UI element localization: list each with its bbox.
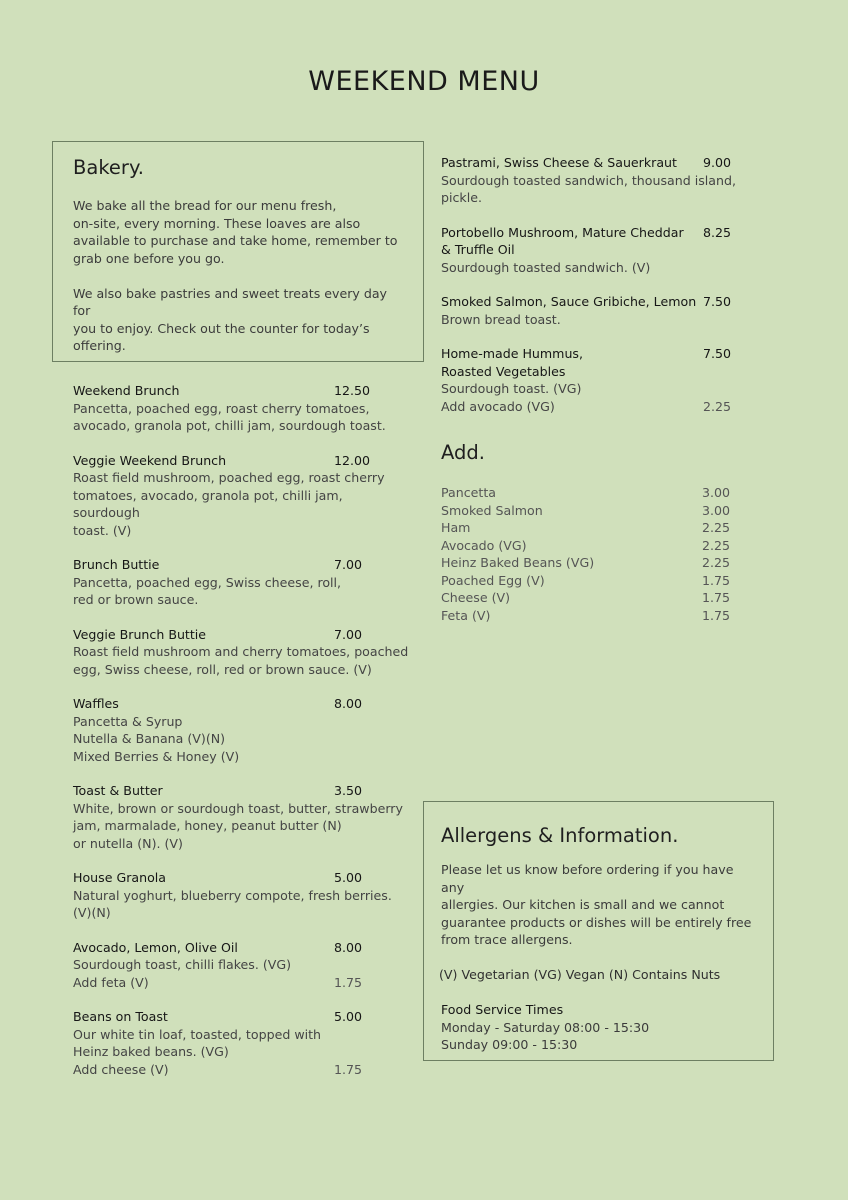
item-desc-line: tomatoes, avocado, granola pot, chilli jam, sourdough: [73, 487, 343, 520]
text-line: grab one before you go.: [73, 250, 225, 266]
menu-item: [73, 869, 413, 922]
text-line: guarantee products or dishes will be entirely free: [441, 914, 752, 930]
item-desc-line: red or brown sauce.: [73, 592, 199, 607]
item-price: 8.00: [334, 939, 363, 955]
add-label: Avocado (VG): [441, 537, 527, 553]
list-item: [441, 537, 731, 555]
service-times: [441, 1019, 756, 1054]
menu-item: [73, 626, 413, 679]
item-price: 7.00: [334, 626, 363, 642]
list-item: [441, 607, 731, 625]
menu-item: [441, 293, 741, 328]
allergens-box: [423, 801, 774, 1061]
item-desc-line: toast. (V): [73, 522, 132, 538]
item-name: Beans on Toast: [73, 1009, 168, 1024]
text-line: We also bake pastries and sweet treats every day for: [73, 285, 388, 318]
list-item: [441, 589, 731, 607]
item-price: 12.50: [334, 383, 371, 398]
item-desc-line: White, brown or sourdough toast, butter, strawberry: [73, 800, 403, 816]
item-desc-line: avocado, granola pot, chilli jam, sourdough toast.: [73, 418, 386, 433]
text-line: available to purchase and take home, remember to: [73, 233, 398, 248]
item-extra-price: 2.25: [703, 398, 732, 414]
item-name: Toast & Butter: [73, 783, 163, 798]
menu-item: [73, 452, 413, 540]
item-extra-label: Add avocado (VG): [441, 398, 555, 414]
item-price: 12.00: [334, 452, 371, 468]
allergens-paragraph: [441, 861, 756, 949]
item-name: Waffles: [73, 696, 119, 711]
add-label: Pancetta: [441, 485, 496, 500]
item-price: 8.25: [703, 224, 732, 240]
menu-item: [73, 556, 413, 609]
item-extra-price: 1.75: [334, 974, 363, 990]
add-title: Add.: [441, 441, 485, 464]
item-desc-line: Brown bread toast.: [441, 311, 561, 327]
item-extra: [73, 1061, 413, 1079]
add-label: Poached Egg (V): [441, 572, 545, 588]
item-name: Brunch Buttie: [73, 557, 160, 572]
item-desc-line: Sourdough toasted sandwich, thousand island,: [441, 172, 736, 188]
text-line: Sunday 09:00 - 15:30: [441, 1037, 578, 1052]
item-desc-line: (V)(N): [73, 905, 111, 920]
add-label: Heinz Baked Beans (VG): [441, 555, 595, 570]
add-label: Smoked Salmon: [441, 502, 543, 518]
item-desc-line: Sourdough toast, chilli flakes. (VG): [73, 957, 292, 972]
list-item: [441, 554, 731, 572]
bakery-paragraph-1: [73, 197, 403, 267]
item-desc-line: egg, Swiss cheese, roll, red or brown sauce. (V): [73, 661, 372, 677]
item-desc-line: Pancetta, poached egg, Swiss cheese, roll,: [73, 574, 342, 590]
add-price: 2.25: [702, 520, 731, 535]
add-price: 2.25: [702, 537, 731, 553]
menu-item: [441, 154, 741, 207]
item-name: & Truffle Oil: [441, 242, 515, 257]
page-title: WEEKEND MENU: [308, 66, 540, 97]
item-desc-line: Nutella & Banana (V)(N): [73, 731, 226, 746]
item-desc-line: pickle.: [441, 190, 482, 205]
list-item: [441, 572, 731, 590]
text-line: We bake all the bread for our menu fresh,: [73, 198, 337, 213]
text-line: from trace allergens.: [441, 932, 573, 947]
add-price: 1.75: [702, 607, 731, 623]
add-label: Feta (V): [441, 607, 491, 623]
right-menu-column: [441, 154, 741, 432]
item-price: 7.50: [703, 346, 732, 361]
menu-item: [73, 382, 413, 435]
item-name: Avocado, Lemon, Olive Oil: [73, 939, 238, 955]
menu-item: [73, 695, 413, 765]
item-desc-line: Heinz baked beans. (VG): [73, 1044, 229, 1059]
item-extra: [441, 398, 741, 416]
item-name: Home-made Hummus,: [441, 346, 583, 361]
item-price: 5.00: [334, 1009, 363, 1024]
allergen-key: (V) Vegetarian (VG) Vegan (N) Contains Nuts: [439, 967, 721, 982]
item-price: 9.00: [703, 155, 732, 170]
menu-item: [441, 224, 741, 277]
text-line: on-site, every morning. These loaves are also: [73, 215, 361, 231]
bakery-paragraph-2: [73, 285, 403, 355]
text-line: Monday - Saturday 08:00 - 15:30: [441, 1019, 650, 1035]
item-desc-line: Natural yoghurt, blueberry compote, fresh berries.: [73, 887, 392, 903]
item-price: 7.50: [703, 294, 732, 309]
item-desc-line: or nutella (N). (V): [73, 835, 183, 851]
item-name: Pastrami, Swiss Cheese & Sauerkraut: [441, 155, 677, 170]
item-price: 7.00: [334, 557, 363, 572]
service-times-title: Food Service Times: [441, 1002, 564, 1017]
menu-item: [73, 782, 413, 852]
left-menu-column: [73, 382, 413, 1095]
item-extra-price: 1.75: [334, 1061, 363, 1077]
text-line: you to enjoy. Check out the counter for today’s: [73, 320, 370, 336]
item-name: House Granola: [73, 870, 167, 885]
list-item: [441, 502, 731, 520]
item-desc-line: Pancetta, poached egg, roast cherry tomatoes,: [73, 400, 370, 416]
bakery-box: [52, 141, 424, 362]
item-name: Portobello Mushroom, Mature Cheddar: [441, 224, 684, 240]
add-list: [441, 484, 731, 624]
add-price: 3.00: [702, 502, 731, 518]
menu-item: [73, 939, 413, 992]
add-price: 1.75: [702, 572, 731, 588]
item-name: Smoked Salmon, Sauce Gribiche, Lemon: [441, 294, 697, 309]
add-price: 3.00: [702, 485, 731, 500]
item-desc-line: Sourdough toasted sandwich. (V): [441, 259, 651, 275]
item-desc-line: Pancetta & Syrup: [73, 713, 183, 729]
item-price: 5.00: [334, 870, 363, 885]
text-line: offering.: [73, 338, 126, 353]
item-extra-label: Add cheese (V): [73, 1061, 169, 1077]
menu-item: [441, 345, 741, 415]
list-item: [441, 484, 731, 502]
add-price: 2.25: [702, 555, 731, 570]
list-item: [441, 519, 731, 537]
menu-item: [73, 1008, 413, 1078]
item-extra: [73, 974, 413, 992]
add-price: 1.75: [702, 590, 731, 605]
item-desc-line: Mixed Berries & Honey (V): [73, 748, 240, 764]
item-name: Roasted Vegetables: [441, 363, 566, 379]
add-label: Cheese (V): [441, 590, 511, 605]
item-desc-line: Sourdough toast. (VG): [441, 381, 582, 396]
item-name: Veggie Weekend Brunch: [73, 452, 227, 468]
bakery-title: Bakery.: [73, 156, 144, 179]
add-label: Ham: [441, 520, 471, 535]
item-price: 3.50: [334, 783, 363, 798]
item-desc-line: Roast field mushroom and cherry tomatoes, poached: [73, 644, 409, 659]
text-line: Please let us know before ordering if you have any: [441, 862, 734, 895]
text-line: allergies. Our kitchen is small and we cannot: [441, 897, 725, 912]
item-price: 8.00: [334, 696, 363, 711]
item-name: Veggie Brunch Buttie: [73, 626, 207, 642]
allergens-title: Allergens & Information.: [441, 824, 679, 847]
item-extra-label: Add feta (V): [73, 974, 149, 990]
item-desc-line: Roast field mushroom, poached egg, roast cherry: [73, 470, 385, 485]
item-desc-line: Our white tin loaf, toasted, topped with: [73, 1026, 322, 1042]
item-name: Weekend Brunch: [73, 383, 180, 398]
item-desc-line: jam, marmalade, honey, peanut butter (N): [73, 818, 342, 833]
